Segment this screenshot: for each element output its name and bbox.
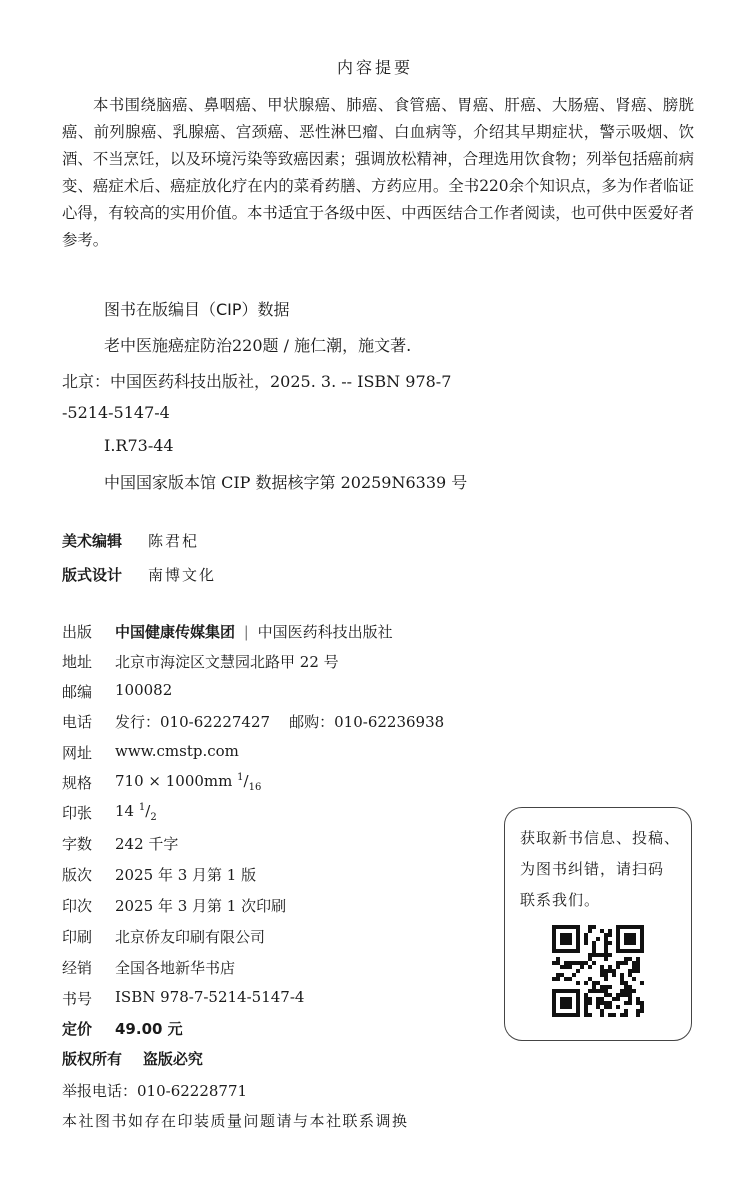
qr-text-line-2: 为图书纠错，请扫码	[520, 860, 665, 878]
distributor-label: 经销	[62, 959, 93, 977]
price-label: 定价	[62, 1020, 93, 1038]
cip-line-4: Ⅰ.R73-44	[104, 436, 174, 455]
format-main: 710 × 1000mm	[115, 772, 233, 790]
address-label: 地址	[62, 653, 93, 671]
layout-design-label: 版式设计	[62, 566, 123, 584]
cip-line-5: 中国国家版本馆 CIP 数据核字第 20259N6339 号	[104, 473, 468, 492]
quality-notice: 本社图书如存在印装质量问题请与本社联系调换	[62, 1112, 409, 1130]
format-label: 规格	[62, 774, 93, 792]
cip-line-2: 北京：中国医药科技出版社，2025. 3. -- ISBN 978-7	[62, 372, 452, 391]
publisher-group: 中国健康传媒集团	[115, 623, 236, 641]
printing-value: 2025 年 3 月第 1 次印刷	[115, 897, 287, 915]
postcode-value: 100082	[115, 681, 173, 699]
edition-value: 2025 年 3 月第 1 版	[115, 866, 257, 884]
printer-value: 北京侨友印刷有限公司	[115, 928, 266, 946]
sheets-fraction-denominator: 2	[150, 812, 157, 823]
cip-heading: 图书在版编目（CIP）数据	[104, 300, 290, 319]
sheets-fraction-numerator: 1	[138, 802, 146, 813]
report-phone: 举报电话：010-62228771	[62, 1082, 248, 1100]
publisher-line	[115, 621, 393, 642]
publisher-separator: |	[243, 623, 249, 641]
cip-line-1: 老中医施癌症防治220题 / 施仁潮，施文著.	[104, 336, 412, 355]
summary-title: 内容提要	[336, 58, 413, 77]
printer-label: 印刷	[62, 928, 93, 946]
printing-label: 印次	[62, 897, 93, 915]
format-fraction-denominator: 16	[248, 782, 262, 793]
summary-body: 本书围绕脑癌、鼻咽癌、甲状腺癌、肺癌、食管癌、胃癌、肝癌、大肠癌、肾癌、膀胱癌、前列腺癌、乳腺癌、宫颈癌、恶性淋巴瘤、白血病等，介绍其早期症状，警示吸烟、饮酒、不当烹饪，以及环境污染等致癌因素；强调放松精神，合理选用饮食物；列举包括癌前病变、癌症术后、癌症放化疗在内的菜肴药膳、方药应用。全书220余个知识点，多为作者临证心得，有较高的实用价值。本书适宜于各级中医、中西医结合工作者阅读，也可供中医爱好者参考。	[62, 96, 694, 249]
edition-label: 版次	[62, 866, 93, 884]
publisher-label: 出版	[62, 623, 93, 641]
copyright-notice: 版权所有 盗版必究	[62, 1050, 203, 1068]
website-label: 网址	[62, 744, 93, 762]
words-value: 242 千字	[115, 835, 179, 853]
qr-code-icon[interactable]	[552, 925, 644, 1017]
isbn-value: ISBN 978-7-5214-5147-4	[115, 988, 305, 1006]
sheets-label: 印张	[62, 804, 93, 822]
words-label: 字数	[62, 835, 93, 853]
address-value: 北京市海淀区文慧园北路甲 22 号	[115, 653, 339, 671]
postcode-label: 邮编	[62, 683, 93, 701]
distributor-value: 全国各地新华书店	[115, 959, 236, 977]
sheets-main: 14	[115, 802, 135, 820]
format-value: 710 × 1000mm $^1/_{16}$	[115, 772, 262, 793]
qr-text-line-1: 获取新书信息、投稿、	[520, 829, 681, 847]
price-value: 49.00 元	[115, 1020, 183, 1038]
website-value: www.cmstp.com	[115, 742, 239, 760]
art-editor-label: 美术编辑	[62, 532, 123, 550]
cip-line-3: -5214-5147-4	[62, 403, 170, 422]
sheets-value: 14 $^1/_2$	[115, 802, 157, 823]
publisher-name: 中国医药科技出版社	[257, 623, 393, 641]
qr-text-line-3: 联系我们。	[520, 891, 601, 909]
format-fraction-numerator: 1	[237, 772, 244, 783]
art-editor-name: 陈君杞	[148, 532, 200, 550]
phone-value: 发行：010-62227427 邮购：010-62236938	[115, 713, 445, 731]
isbn-label: 书号	[62, 990, 93, 1008]
layout-design-name: 南博文化	[148, 566, 217, 584]
phone-label: 电话	[62, 713, 93, 731]
